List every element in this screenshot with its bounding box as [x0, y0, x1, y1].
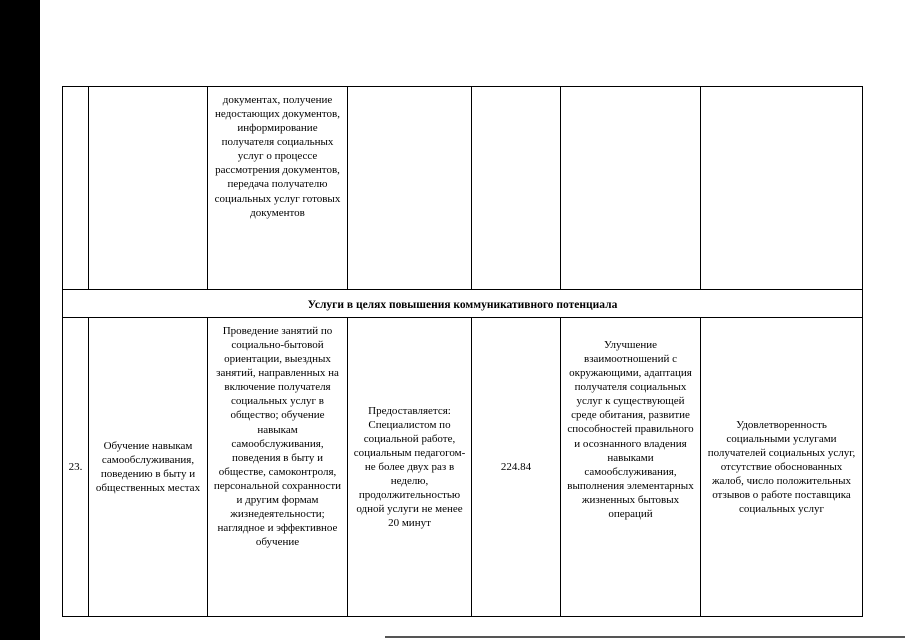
cell-service-tariff: 224.84 [472, 318, 561, 617]
scan-shadow-edge [0, 0, 40, 640]
table-row-section-header [63, 290, 863, 318]
cell-service-name [89, 87, 208, 290]
cell-service-quality: Удовлетворенность социальными услугами получателей социальных услуг, отсутствие обоснованных жалоб, число положительных отзывов о работе поставщика социальных услуг [701, 318, 863, 617]
cell-service-result [561, 87, 701, 290]
cell-service-description: Проведение занятий по социально-бытовой ориентации, выездных занятий, направленных на включение получателя социальных услуг в общество; обучение навыкам самообслуживания, поведения в быту и обществе, самоконтроля, персональной сохранности и другим формам жизнедеятельности; наглядное и эффективное обучение [208, 318, 348, 617]
section-title: Услуги в целях повышения коммуникативного потенциала [63, 290, 863, 318]
table-row-service-23 [63, 318, 863, 617]
cell-service-description: документах, получение недостающих документов, информирование получателя социальных услуг о процессе рассмотрения документов, передача получателю социальных услуг готовых документов [208, 87, 348, 290]
services-table [62, 86, 863, 617]
cell-number: 23. [63, 318, 89, 617]
cell-service-result: Улучшение взаимоотношений с окружающими, адаптация получателя социальных услуг к существующей среде обитания, развитие способностей правильного и осознанного владения навыками самообслуживания, выполнения элементарных жизненных бытовых операций [561, 318, 701, 617]
cell-service-conditions [348, 87, 472, 290]
cell-service-name: Обучение навыкам самообслуживания, поведению в быту и общественных местах [89, 318, 208, 617]
table-row-continuation [63, 87, 863, 290]
cell-service-quality [701, 87, 863, 290]
bottom-divider [385, 636, 905, 638]
cell-number [63, 87, 89, 290]
cell-service-tariff [472, 87, 561, 290]
cell-service-conditions: Предоставляется: Специалистом по социальной работе, социальным педагогом- не более двух раз в неделю, продолжительностью одной услуги не менее 20 минут [348, 318, 472, 617]
